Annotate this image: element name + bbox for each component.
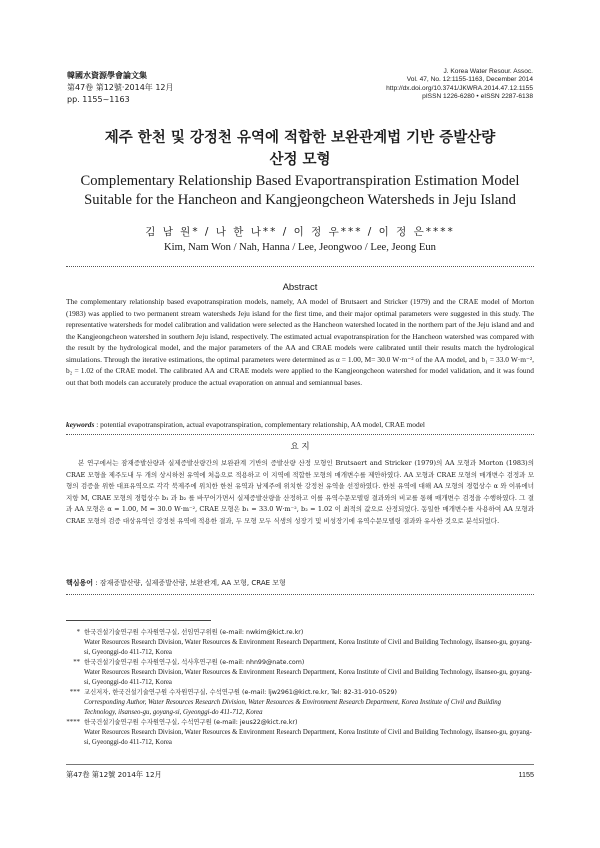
keywords-label: keywords [66, 420, 95, 429]
footnote-mark: * [76, 629, 80, 636]
footnote-ko: 한국건설기술연구원 수자원연구실, 석사후연구원 (e-mail: nhn99@nate.com) [84, 659, 305, 666]
divider [66, 266, 534, 267]
footnote [66, 628, 534, 658]
title-ko-line1: 제주 한천 및 강정천 유역에 적합한 보완관계법 기반 증발산량 [104, 130, 496, 146]
footnote [66, 718, 534, 748]
journal-header-right [386, 68, 533, 102]
abstract-keywords [66, 420, 534, 429]
footnote-ko: 한국건설기술연구원 수자원연구실, 수석연구원 (e-mail: jeus22@kict.re.kr) [84, 719, 298, 726]
footnote-en: Corresponding Author, Water Resources Research Division, Water Resources & Environment Research Department, Korea Institute of Civil and Building Technology, ilsanseo-gu, goyang-si, Gyeonggi-do 411-712, Korea [84, 699, 502, 716]
journal-name-ko: 韓國水資源學會論文集 [67, 71, 147, 80]
keywords-text: : potential evapotranspiration, actual evapotranspiration, complementary relationship, AA model, CRAE model [94, 420, 425, 429]
footer-rule [66, 764, 534, 765]
abstract-text: The complementary relationship based evapotranspiration models, namely, AA model of Brutsaert and Stricker (1979) and the CRAE model of Morton (1983) was applied to two permanent stream watersheds Jeju island for the first time, and their major optimal parameters were suggested in this study. The representative watersheds for model calibration and validation were selected as the Hancheon watershed located in the northern part of the Jeju island and and the Kangjeongcheon watershed in southern Jeju island, respectively. The estimated actual evapotranspiration for the Hancheon watershed was compared with the result by the hydrological model, and the major parameters of the AA and CRAE models were calibrated until their results match the hydrological simulations. Through the iterative estimations, the optimal parameters were determined as α = 1.00, M= 30.0 W·m⁻² of the AA model, and b₁ = 33.0 W·m⁻², b₂ = 1.02 of the CRAE model. The calibrated AA and CRAE models were applied to the Kangjeongcheon watershed for model validation, and it was found out that both models can accurately produce the actual evaporation on annual and semiannual bases. [66, 297, 534, 387]
footnotes [66, 628, 534, 748]
authors-korean: 김 남 원* / 나 한 나** / 이 정 우*** / 이 정 은**** [145, 226, 455, 238]
footnote-en: Water Resources Research Division, Water Resources & Environment Research Department, Korea Institute of Civil and Building Technology, ilsanseo-gu, goyang-si, Gyeonggi-do 411-712, Korea [84, 729, 532, 746]
title-ko-line2: 산정 모형 [269, 152, 331, 168]
footnote-mark: **** [66, 719, 80, 726]
summary-heading: 요 지 [290, 442, 310, 452]
footnote-rule [66, 620, 211, 621]
title-en-line1: Complementary Relationship Based Evaportranspiration Estimation Model [80, 173, 520, 189]
footnote [66, 658, 534, 688]
summary-body: 본 연구에서는 잠재증발산량과 실제증발산량간의 보완관계 기반의 증발산량 산정 모형인 Brutsaert and Stricker (1979)의 AA 모형과 Morton (1983)의 CRAE 모형을 제주도내 두 개의 상시하천 유역에 처음으로 적용하고 이 지역에 적합한 모형의 매개변수를 제안하였다. AA 모형과 CRAE 모형의 매개변수 검정과 모형의 검증을 위한 대표유역으로 각각 북제주에 위치한 한천 유역과 남제주에 위치한 강정천 유역을 선정하였다. 한천 유역에 대해 AA 모형의 경험상수 α 와 이류에너지항 M, CRAE 모형의 경험상수 b₁ 과 b₂ 를 바꾸어가면서 실제증발산량을 산정하고 이를 유역수문모델링 결과와의 비교를 통해 매개변수 검정을 수행하였다. 그 결과 AA 모형은 α = 1.00, M = 30.0 W·m⁻², CRAE 모형은 b₁ = 33.0 W·m⁻², b₂ = 1.02 이 최적의 값으로 산정되었다. 동일한 매개변수를 사용하여 AA 모형과 CRAE 모형의 검증 대상유역인 강정천 유역에 적용한 결과, 두 모형 모두 식생의 성장기 및 비성장기에 유역수문모델링 결과와 유사한 것으로 분석되었다. [66, 459, 534, 525]
title-english [0, 172, 600, 210]
footnote [66, 688, 534, 718]
abstract-heading: Abstract [282, 282, 318, 293]
footnote-en: Water Resources Research Division, Water Resources & Environment Research Department, Korea Institute of Civil and Building Technology, ilsanseo-gu, goyang-si, Gyeonggi-do 411-712, Korea [84, 639, 532, 656]
summary-keywords-text: : 잠재증발산량, 실제증발산량, 보완관계, AA 모형, CRAE 모형 [93, 579, 286, 587]
footnote-ko: 한국건설기술연구원 수자원연구실, 선임연구위원 (e-mail: nwkim@kict.re.kr) [84, 629, 304, 636]
volume-en: Vol. 47, No. 12:1155-1163, December 2014 [406, 76, 533, 84]
title-korean [0, 127, 600, 171]
summary-keywords [66, 578, 534, 588]
journal-name-en: J. Korea Water Resour. Assoc. [443, 68, 533, 75]
footnote-ko: 교신저자, 한국건설기술연구원 수자원연구실, 수석연구원 (e-mail: ljw2961@kict.re.kr, Tel: 82-31-910-0529) [84, 689, 397, 696]
title-en-line2: Suitable for the Hancheon and Kangjeongcheon Watersheds in Jeju Island [84, 192, 516, 208]
summary-keywords-label: 핵심용어 [66, 579, 94, 587]
divider [66, 594, 534, 595]
divider [66, 434, 534, 435]
footer-volume: 第47卷 第12號 2014年 12月 [66, 770, 162, 779]
footnote-en: Water Resources Research Division, Water Resources & Environment Research Department, Korea Institute of Civil and Building Technology, ilsanseo-gu, goyang-si, Gyeonggi-do 411-712, Korea [84, 669, 532, 686]
volume-ko: 第47卷 第12號·2014年 12月 [67, 83, 174, 92]
issn: pISSN 1226-6280 • eISSN 2287-6138 [422, 93, 533, 101]
page-range: pp. 1155~1163 [67, 95, 130, 104]
page-number: 1155 [518, 770, 534, 779]
abstract-body [66, 296, 534, 388]
doi-link[interactable]: http://dx.doi.org/10.3741/JKWRA.2014.47.12.1155 [386, 84, 533, 92]
footnote-mark: ** [73, 659, 80, 666]
footnote-mark: *** [69, 689, 80, 696]
journal-header-left [67, 70, 174, 106]
authors-english: Kim, Nam Won / Nah, Hanna / Lee, Jeongwoo / Lee, Jeong Eun [164, 242, 436, 253]
